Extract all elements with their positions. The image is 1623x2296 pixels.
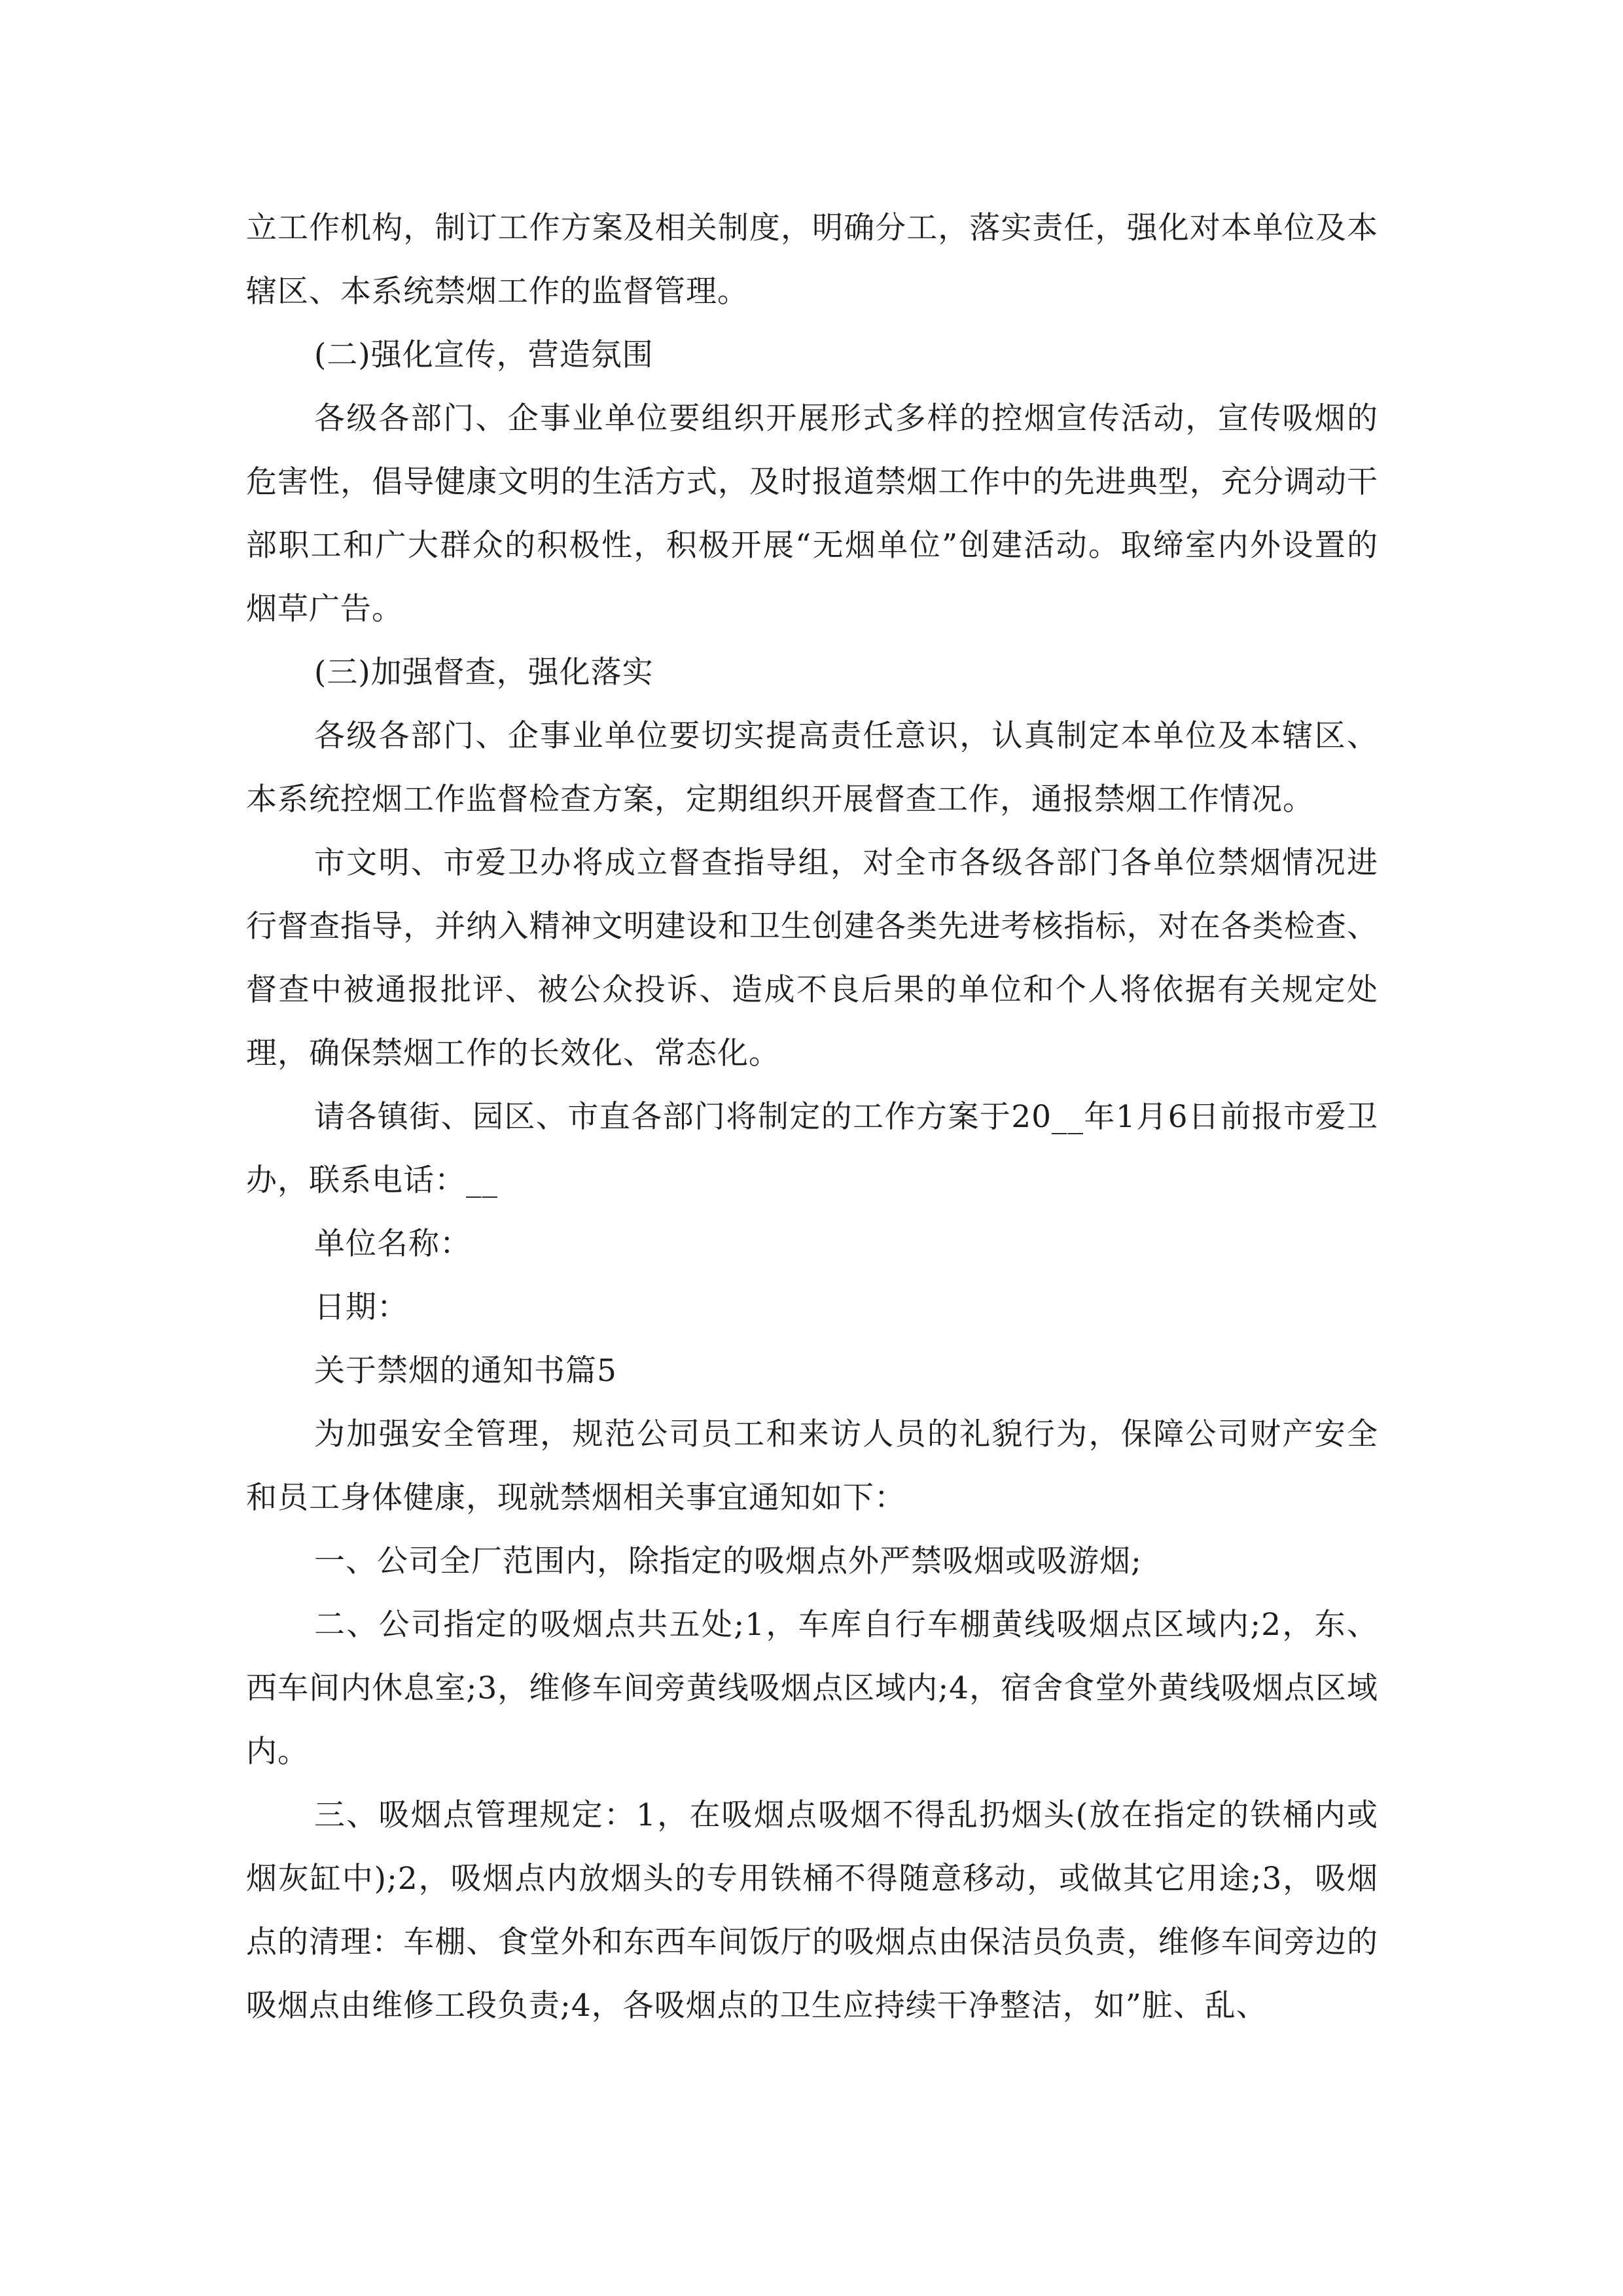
date-line: 日期： — [314, 1289, 408, 1325]
document-body — [246, 196, 1378, 2037]
section-heading-2: (二)强化宣传，营造氛围 — [314, 337, 654, 373]
paragraph-1: 立工作机构，制订工作方案及相关制度，明确分工，落实责任，强化对本单位及本辖区、本系统禁烟工作的监督管理。 — [246, 210, 1378, 310]
paragraph-11: 为加强安全管理，规范公司员工和来访人员的礼貌行为，保障公司财产安全和员工身体健康，现就禁烟相关事宜通知如下： — [246, 1416, 1378, 1516]
rule-item-3: 三、吸烟点管理规定：1，在吸烟点吸烟不得乱扔烟头(放在指定的铁桶内或烟灰缸中);2，吸烟点内放烟头的专用铁桶不得随意移动，或做其它用途;3，吸烟点的清理：车棚、食堂外和东西车间饭厅的吸烟点由保洁员负责，维修车间旁边的吸烟点由维修工段负责;4，各吸烟点的卫生应持续干净整洁，如”脏、乱、 — [246, 1797, 1378, 2024]
unit-name-line: 单位名称： — [314, 1226, 471, 1262]
article-title: 关于禁烟的通知书篇5 — [314, 1353, 617, 1389]
rule-item-1: 一、公司全厂范围内，除指定的吸烟点外严禁吸烟或吸游烟; — [314, 1543, 1142, 1579]
paragraph-5: 各级各部门、企事业单位要切实提高责任意识，认真制定本单位及本辖区、本系统控烟工作监督检查方案，定期组织开展督查工作，通报禁烟工作情况。 — [246, 718, 1378, 817]
paragraph-6: 市文明、市爱卫办将成立督查指导组，对全市各级各部门各单位禁烟情况进行督查指导，并纳入精神文明建设和卫生创建各类先进考核指标，对在各类检查、督查中被通报批评、被公众投诉、造成不良后果的单位和个人将依据有关规定处理，确保禁烟工作的长效化、常态化。 — [246, 845, 1378, 1071]
rule-item-2: 二、公司指定的吸烟点共五处;1，车库自行车棚黄线吸烟点区域内;2，东、西车间内休息室;3，维修车间旁黄线吸烟点区域内;4，宿舍食堂外黄线吸烟点区域内。 — [246, 1607, 1378, 1770]
paragraph-7: 请各镇街、园区、市直各部门将制定的工作方案于20__年1月6日前报市爱卫办，联系电话：__ — [246, 1099, 1378, 1198]
paragraph-3: 各级各部门、企事业单位要组织开展形式多样的控烟宣传活动，宣传吸烟的危害性，倡导健康文明的生活方式，及时报道禁烟工作中的先进典型，充分调动干部职工和广大群众的积极性，积极开展“无烟单位”创建活动。取缔室内外设置的烟草广告。 — [246, 401, 1378, 627]
section-heading-4: (三)加强督查，强化落实 — [314, 655, 654, 691]
